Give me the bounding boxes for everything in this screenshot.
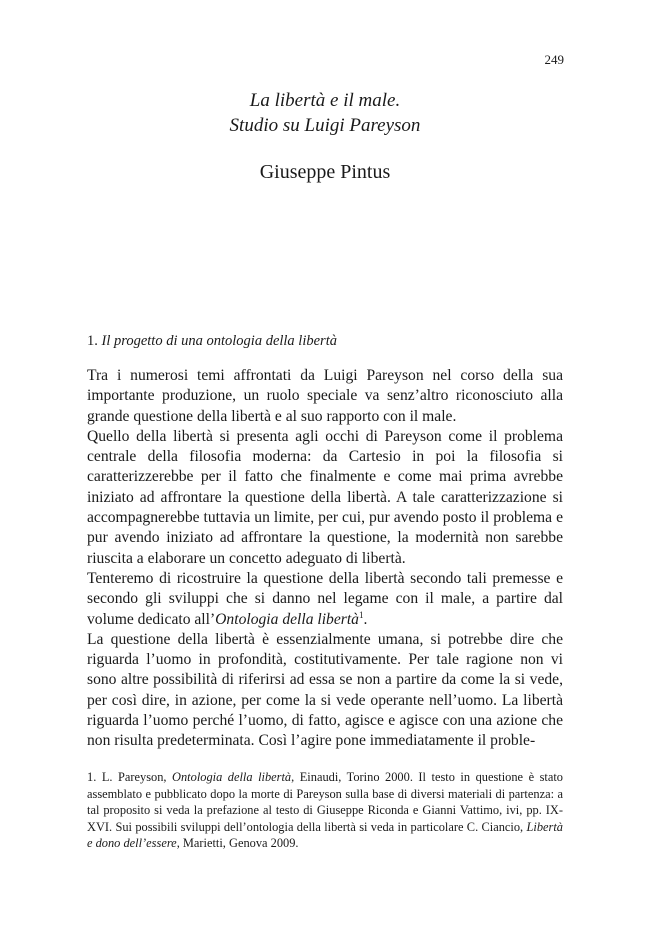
footnote-book-title-1: Ontologia della libertà: [172, 770, 292, 784]
paragraph-3-end: .: [363, 610, 368, 628]
footnote-marker: 1.: [87, 770, 97, 784]
section-title: Il progetto di una ontologia della libertà: [101, 333, 337, 349]
section-number: 1.: [87, 333, 98, 349]
paragraph-3-text: Tenteremo di ricostruire la questione della libertà secondo tali premesse e secondo gli sviluppi che si danno nel legame con il male, a partire dal volume dedicato all’: [87, 569, 563, 628]
paragraph-3: [87, 569, 563, 630]
title-block: [87, 88, 563, 184]
paragraph-2: Quello della libertà si presenta agli occhi di Pareyson come il problema centrale della filosofia moderna: da Cartesio in poi la filosofia si caratterizzerebbe per il fatto che finalmente e come mai prima avrebbe iniziato ad affrontare la questione della libertà. A tale caratterizzazione si accompagnerebbe tuttavia un limite, per cui, pur avendo posto il problema e pur avendo iniziato ad affrontare la questione, la modernità non sarebbe riuscita a elaborare un concetto adeguato di libertà.: [87, 427, 563, 567]
paragraph-1: Tra i numerosi temi affrontati da Luigi Pareyson nel corso della sua importante produzione, un ruolo speciale va senz’altro riconosciuto alla grande questione della libertà e al suo rapporto con il male.: [87, 367, 563, 425]
page-number: 249: [544, 52, 564, 67]
footnote-text-3: , Marietti, Genova 2009.: [176, 836, 299, 851]
article-title-line-2: Studio su Luigi Pareyson: [229, 115, 421, 136]
paragraph-3-book-title: Ontologia della libertà: [215, 610, 359, 628]
body-text: [87, 366, 563, 752]
footnote: [87, 769, 563, 852]
footnote-text-1: L. Pareyson,: [101, 770, 173, 784]
footnote-text-2: , Einaudi, Torino 2000. Il testo in questione è stato assemblato e pubblicato dopo la morte di Pareyson sulla base di diversi materiali di partenza: a tal proposito si veda la prefazione al testo di Giuseppe Riconda e Gianni Vattimo, ivi, pp. IX-XVI. Sui possibili sviluppi dell’ontologia della libertà si veda in particolare C. Ciancio,: [87, 770, 563, 834]
author-name: Giuseppe Pintus: [259, 161, 391, 183]
footnote-reference[interactable]: 1: [358, 609, 364, 620]
paragraph-4: La questione della libertà è essenzialmente umana, si potrebbe dire che riguarda l’uomo in profondità, costitutivamente. Per tale ragione non vi sono altre possibilità di riferirsi ad essa se non a partire da come la si vede, per così dire, in azione, per come la si vede operante nell’uomo. La libertà riguarda l’uomo perché l’uomo, di fatto, agisce e agisce con una azione che non risulta predeterminata. Così l’agire pone immediatamente il proble-: [87, 630, 563, 750]
article-title-line-1: La libertà e il male.: [249, 90, 401, 111]
footnote-book-title-2: Libertà e dono dell’essere: [87, 819, 563, 851]
section-heading: [87, 332, 563, 350]
